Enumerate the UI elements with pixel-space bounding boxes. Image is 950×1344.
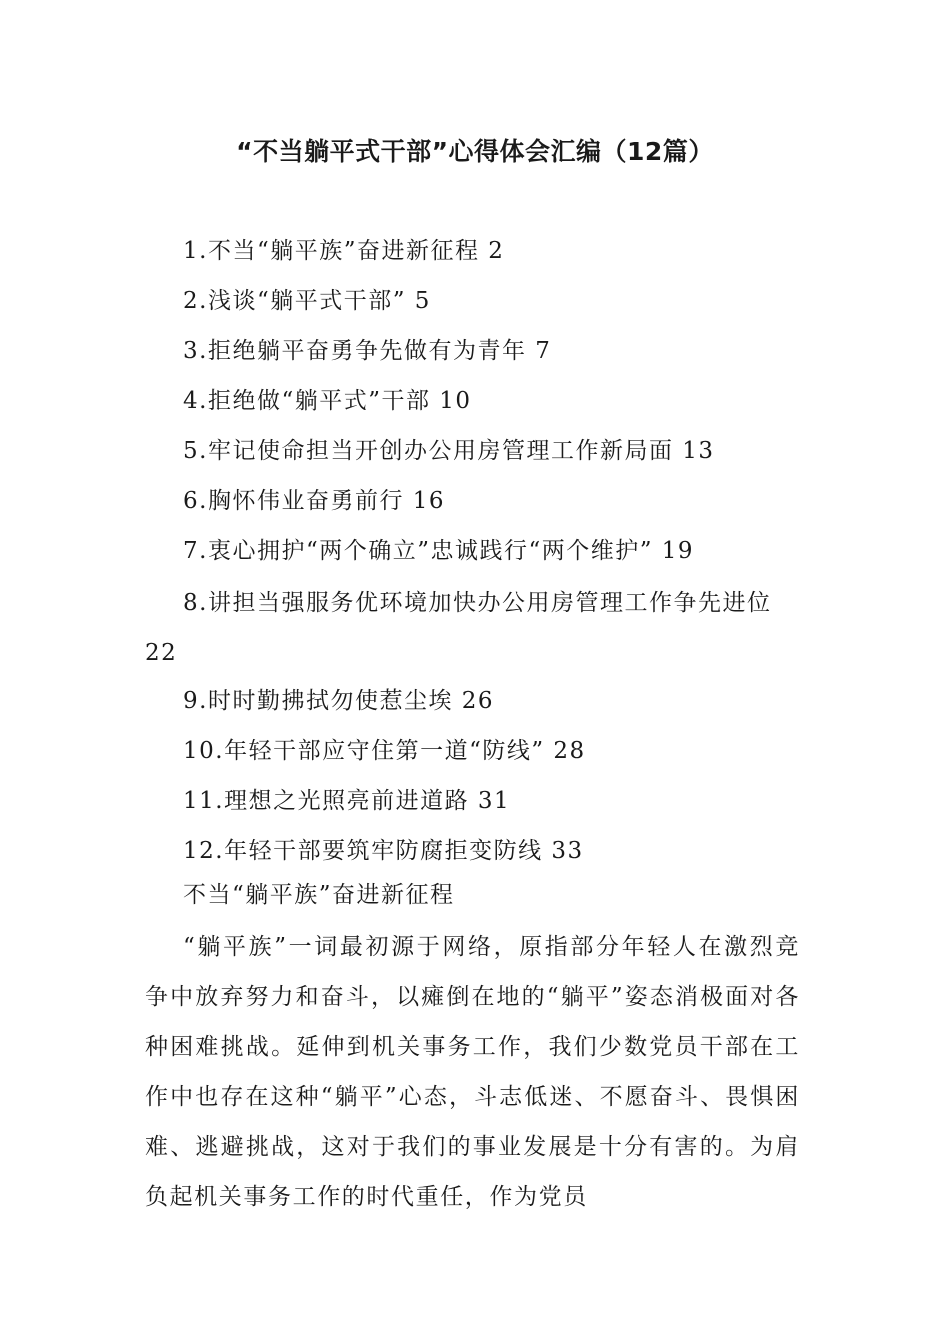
- body-paragraph: “躺平族”一词最初源于网络，原指部分年轻人在激烈竞争中放弃努力和奋斗，以瘫倒在地的“躺平”姿态消极面对各种困难挑战。延伸到机关事务工作，我们少数党员干部在工作中也存在这种“躺平”心态，斗志低迷、不愿奋斗、畏惧困难、逃避挑战，这对于我们的事业发展是十分有害的。为肩负起机关事务工作的时代重任，作为党员: [145, 934, 800, 1210]
- toc-item-6[interactable]: 6.胸怀伟业奋勇前行 16: [183, 488, 446, 514]
- toc-item-8[interactable]: 8.讲担当强服务优环境加快办公用房管理工作争先进位 22: [145, 590, 772, 666]
- toc-item-3[interactable]: 3.拒绝躺平奋勇争先做有为青年 7: [183, 338, 552, 364]
- toc-item-10[interactable]: 10.年轻干部应守住第一道“防线” 28: [183, 738, 586, 764]
- toc-item-4[interactable]: 4.拒绝做“躺平式”干部 10: [183, 388, 472, 414]
- toc-item-1[interactable]: 1.不当“躺平族”奋进新征程 2: [183, 238, 505, 264]
- section-heading: 不当“躺平族”奋进新征程: [183, 882, 455, 908]
- toc-item-5[interactable]: 5.牢记使命担当开创办公用房管理工作新局面 13: [183, 438, 715, 464]
- toc-item-12[interactable]: 12.年轻干部要筑牢防腐拒变防线 33: [183, 838, 584, 864]
- document-title: “不当躺平式干部”心得体会汇编（12篇）: [236, 137, 714, 166]
- toc-item-7[interactable]: 7.衷心拥护“两个确立”忠诚践行“两个维护” 19: [183, 538, 695, 564]
- table-of-contents: [145, 228, 805, 878]
- toc-item-2[interactable]: 2.浅谈“躺平式干部” 5: [183, 288, 431, 314]
- toc-item-11[interactable]: 11.理想之光照亮前进道路 31: [183, 788, 511, 814]
- toc-item-9[interactable]: 9.时时勤拂拭勿使惹尘埃 26: [183, 688, 495, 714]
